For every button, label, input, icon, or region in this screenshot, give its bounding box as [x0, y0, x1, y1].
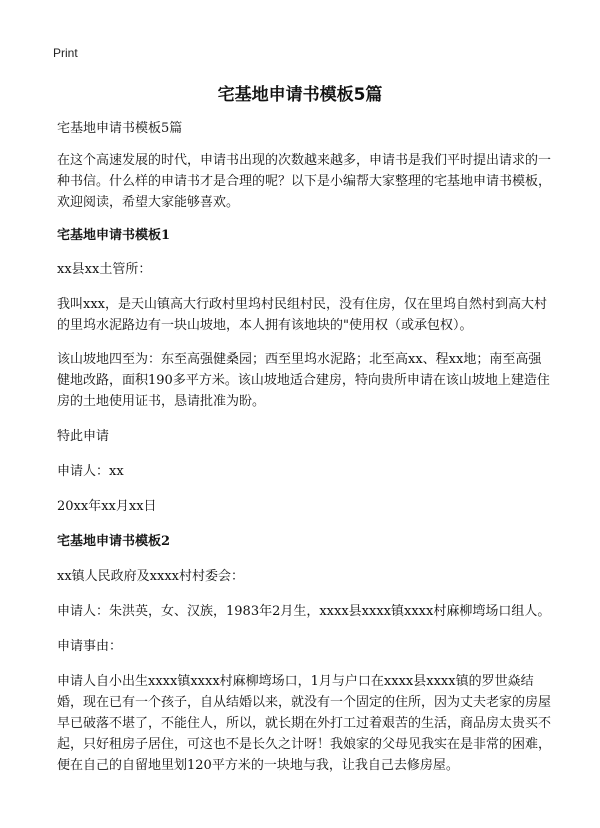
section-heading-1: 宅基地申请书模板1 [57, 228, 171, 243]
print-link[interactable]: Print [53, 46, 78, 60]
applicant-line: 申请人：xx [57, 464, 124, 479]
intro-paragraph: 在这个高速发展的时代，申请书出现的次数越来越多，申请书是我们平时提出请求的一种书信。什么样的申请书才是合理的呢？以下是小编帮大家整理的宅基地申请书模板，欢迎阅读，希望大家能够喜欢。 [57, 153, 552, 210]
date-line: 20xx年xx月xx日 [57, 499, 157, 514]
closing-text: 特此申请 [57, 429, 110, 444]
body-paragraph: 该山坡地四至为：东至高强健桑园；西至里坞水泥路；北至高xx、程xx地；南至高强健地改路，面积190多平方米。该山坡地适合建房，特向贵所申请在该山坡地上建造住房的土地使用证书，恳请批准为盼。 [57, 352, 550, 409]
page-title: 宅基地申请书模板5篇 [217, 85, 383, 105]
addressee-2: xx镇人民政府及xxxx村村委会： [57, 569, 244, 584]
addressee-1: xx县xx土管所： [57, 262, 152, 277]
document-body [57, 118, 553, 776]
applicant-info: 申请人：朱洪英，女、汉族，1983年2月生，xxxx县xxxx镇xxxx村麻柳塆场口组人。 [57, 604, 551, 619]
body-paragraph: 我叫xxx，是天山镇高大行政村里坞村民组村民，没有住房，仅在里坞自然村到高大村的里坞水泥路边有一块山坡地，本人拥有该地块的"使用权（或承包权）。 [57, 297, 547, 333]
body-paragraph: 申请人自小出生xxxx镇xxxx村麻柳塆场口，1月与户口在xxxx县xxxx镇的罗世焱结婚，现在已有一个孩子，自从结婚以来，就没有一个固定的住所，因为丈夫老家的房屋早已破落不堪了，不能住人，所以，就长期在外打工过着艰苦的生活，商品房太贵买不起，只好租房子居住，可这也不是长久之计呀！我娘家的父母见我实在是非常的困难，便在自己的自留地里划120平方米的一块地与我，让我自己去修房屋。 [57, 674, 552, 773]
document-subtitle: 宅基地申请书模板5篇 [57, 121, 183, 136]
reason-label: 申请事由： [57, 639, 123, 654]
section-heading-2: 宅基地申请书模板2 [57, 534, 171, 549]
